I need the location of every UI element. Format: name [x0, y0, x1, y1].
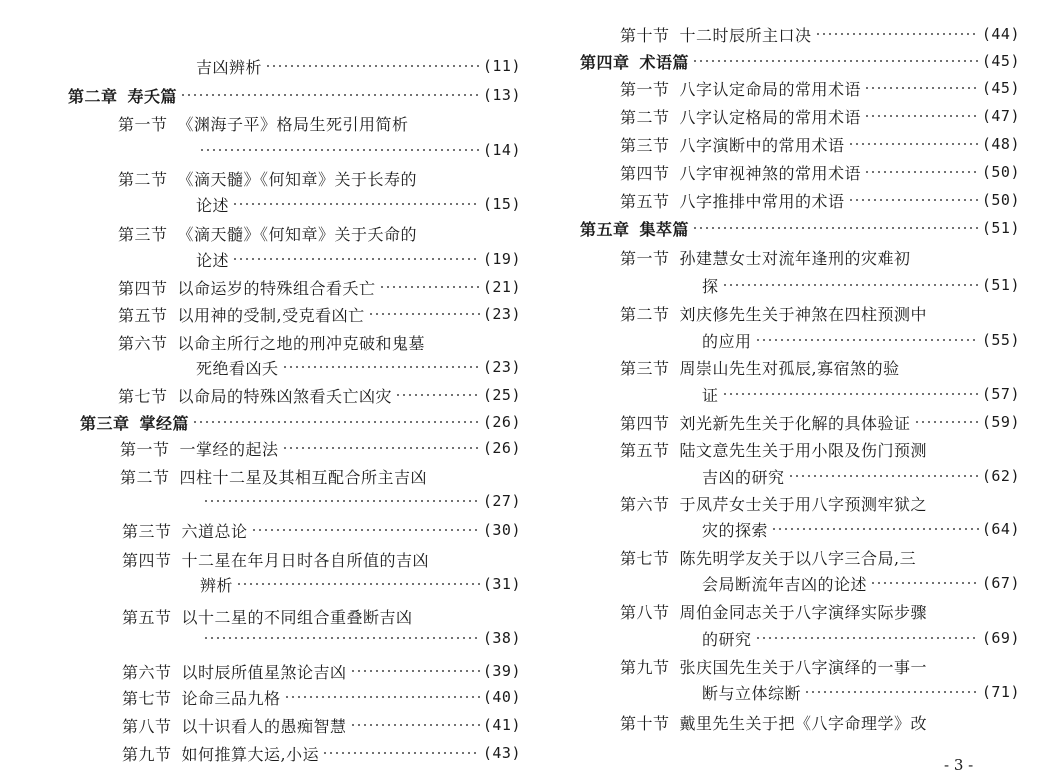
section-number: 第五节: [118, 305, 168, 325]
toc-entry-title: 以命运岁的特殊组合看夭亡: [177, 278, 376, 298]
dot-leader: [350, 670, 480, 672]
toc-entry-title: 周崇山先生对孤辰,寡宿煞的验: [679, 358, 900, 378]
dot-leader: [848, 199, 979, 201]
dot-leader: [284, 696, 480, 698]
toc-entry-continuation: [702, 515, 1020, 543]
dot-leader: [815, 33, 979, 35]
section-number: 第一节: [620, 248, 670, 268]
toc-entry-page: (62): [981, 467, 1020, 485]
toc-entry-title: 会局断流年吉凶的论述: [702, 574, 868, 594]
dot-leader: [692, 60, 979, 62]
toc-entry-title: 以命主所行之地的刑冲克破和鬼墓: [177, 333, 426, 353]
toc-entry-title: 证: [702, 385, 719, 405]
chapter-title: 掌经篇: [139, 413, 190, 433]
toc-entry-page: (27): [482, 492, 521, 510]
toc-entry: [620, 20, 1020, 48]
toc-entry-continuation: [196, 245, 521, 273]
toc-entry: [620, 408, 1020, 436]
toc-entry-page: (71): [981, 683, 1020, 701]
section-number: 第一节: [118, 114, 168, 134]
toc-entry-page: (21): [482, 278, 521, 296]
section-number: 第六节: [118, 333, 168, 353]
toc-entry-page: (26): [482, 439, 521, 457]
toc-entry-title: 六道总论: [181, 521, 248, 541]
toc-entry-title: 《滴天髓》《何知章》关于长寿的: [177, 169, 418, 189]
section-number: 第七节: [118, 386, 168, 406]
dot-leader: [864, 115, 979, 117]
dot-leader: [379, 286, 480, 288]
toc-entry: [620, 130, 1020, 158]
toc-entry: [620, 158, 1020, 186]
toc-chapter: [580, 214, 1020, 242]
toc-entry: [620, 597, 1020, 625]
toc-entry: [620, 708, 1020, 736]
toc-entry: [118, 164, 521, 192]
toc-entry-continuation: [702, 624, 1020, 652]
dot-leader: [722, 393, 979, 395]
toc-entry: [120, 462, 521, 490]
toc-entry-page: (11): [482, 57, 521, 75]
section-number: 第十节: [620, 713, 670, 733]
toc-entry-title: 以十二星的不同组合重叠断吉凶: [181, 607, 413, 627]
section-number: 第九节: [122, 744, 172, 764]
toc-entry-page: (57): [981, 385, 1020, 403]
toc-entry-title: 陈先明学友关于以八字三合局,三: [679, 548, 917, 568]
toc-entry-continuation: [200, 570, 521, 598]
toc-left-column: [60, 0, 522, 778]
toc-entry-title: 刘庆修先生关于神煞在四柱预测中: [679, 304, 928, 324]
toc-chapter: [580, 47, 1020, 75]
section-number: 第二节: [118, 169, 168, 189]
section-number: 第四节: [118, 278, 168, 298]
toc-entry: [118, 219, 521, 247]
toc-entry-title: 的研究: [702, 629, 752, 649]
toc-entry-title: 灾的探索: [702, 520, 769, 540]
toc-entry-title: 十二时辰所主口决: [679, 25, 812, 45]
dot-leader: [804, 691, 979, 693]
toc-entry-page: (38): [482, 629, 521, 647]
toc-entry: [122, 657, 521, 685]
section-number: 第五节: [620, 191, 670, 211]
dot-leader: [282, 447, 480, 449]
toc-entry: [620, 102, 1020, 130]
chapter-title: 集萃篇: [639, 219, 690, 239]
toc-entry-title: 的应用: [702, 331, 752, 351]
toc-entry: [122, 711, 521, 739]
dot-leader: [282, 366, 480, 368]
toc-entry: [120, 434, 521, 462]
chapter-number: 第二章: [68, 86, 118, 106]
toc-entry-title: 断与立体综断: [702, 683, 802, 703]
toc-entry-page: (48): [981, 135, 1020, 153]
section-number: 第十节: [620, 25, 670, 45]
section-number: 第八节: [122, 716, 172, 736]
toc-entry-page: (45): [981, 79, 1020, 97]
section-number: 第三节: [620, 358, 670, 378]
dot-leader: [232, 258, 480, 260]
toc-entry: [620, 489, 1020, 517]
toc-entry-page: (45): [981, 52, 1020, 70]
dot-leader: [251, 529, 480, 531]
toc-entry-page: (64): [981, 520, 1020, 538]
toc-entry: [620, 353, 1020, 381]
toc-entry-title: 探: [702, 276, 719, 296]
toc-entry-continuation: [200, 624, 521, 652]
chapter-number: 第四章: [580, 52, 630, 72]
page-number: - 3 -: [944, 756, 974, 774]
dot-leader: [350, 724, 480, 726]
toc-entry-title: 吉凶辨析: [196, 57, 263, 77]
dot-leader: [192, 421, 480, 423]
toc-entry-continuation: [702, 271, 1020, 299]
dot-leader: [322, 752, 480, 754]
toc-entry-continuation: [702, 678, 1020, 706]
toc-entry-title: 八字推排中常用的术语: [679, 191, 845, 211]
section-number: 第七节: [620, 548, 670, 568]
toc-entry-page: (43): [482, 744, 521, 762]
toc-entry-page: (41): [482, 716, 521, 734]
toc-entry-page: (47): [981, 107, 1020, 125]
toc-entry-title: 刘光新先生关于化解的具体验证: [679, 413, 911, 433]
toc-entry-page: (23): [482, 358, 521, 376]
toc-entry-title: 八字认定命局的常用术语: [679, 79, 862, 99]
section-number: 第二节: [620, 304, 670, 324]
toc-entry-page: (67): [981, 574, 1020, 592]
dot-leader: [722, 284, 979, 286]
toc-entry: [118, 328, 521, 356]
toc-entry-page: (14): [482, 141, 521, 159]
section-number: 第二节: [620, 107, 670, 127]
toc-entry: [620, 243, 1020, 271]
toc-entry-continuation: [196, 190, 521, 218]
section-number: 第八节: [620, 602, 670, 622]
toc-entry-title: 八字审视神煞的常用术语: [679, 163, 862, 183]
toc-entry-title: 四柱十二星及其相互配合所主吉凶: [179, 467, 428, 487]
toc-entry-page: (69): [981, 629, 1020, 647]
section-number: 第四节: [122, 550, 172, 570]
toc-right-column: [578, 0, 1022, 778]
toc-entry-title: 陆文意先生关于用小限及伤门预测: [679, 440, 928, 460]
toc-entry-continuation: [702, 462, 1020, 490]
toc-entry-title: 论命三品九格: [181, 688, 281, 708]
toc-entry: [620, 186, 1020, 214]
toc-entry: [122, 683, 521, 711]
dot-leader: [232, 203, 480, 205]
toc-entry-title: 《渊海子平》格局生死引用简析: [177, 114, 409, 134]
toc-entry: [196, 52, 521, 80]
section-number: 第六节: [122, 662, 172, 682]
toc-entry: [118, 109, 521, 137]
toc-entry-title: 《滴天髓》《何知章》关于夭命的: [177, 224, 418, 244]
section-number: 第三节: [118, 224, 168, 244]
toc-entry-continuation: [196, 353, 521, 381]
toc-entry-continuation: [200, 487, 521, 515]
section-number: 第一节: [620, 79, 670, 99]
toc-entry-page: (30): [482, 521, 521, 539]
toc-entry-continuation: [702, 569, 1020, 597]
chapter-title: 寿夭篇: [127, 86, 178, 106]
toc-entry: [620, 74, 1020, 102]
toc-entry-title: 辨析: [200, 575, 234, 595]
section-number: 第六节: [620, 494, 670, 514]
section-number: 第九节: [620, 657, 670, 677]
toc-entry-page: (25): [482, 386, 521, 404]
dot-leader: [755, 339, 979, 341]
section-number: 第三节: [122, 521, 172, 541]
chapter-number: 第五章: [580, 219, 630, 239]
toc-entry-page: (51): [981, 276, 1020, 294]
toc-entry-title: 十二星在年月日时各自所值的吉凶: [181, 550, 430, 570]
toc-entry-page: (55): [981, 331, 1020, 349]
toc-entry: [620, 652, 1020, 680]
dot-leader: [692, 227, 979, 229]
dot-leader: [788, 475, 979, 477]
toc-entry-title: 以用神的受制,受克看凶亡: [177, 305, 365, 325]
section-number: 第三节: [620, 135, 670, 155]
toc-entry-page: (19): [482, 250, 521, 268]
chapter-title: 术语篇: [639, 52, 690, 72]
dot-leader: [265, 65, 480, 67]
toc-entry-title: 论述: [196, 195, 230, 215]
section-number: 第四节: [620, 413, 670, 433]
toc-entry: [122, 739, 521, 767]
toc-entry: [620, 299, 1020, 327]
dot-leader: [203, 500, 480, 502]
dot-leader: [870, 582, 979, 584]
toc-entry-page: (23): [482, 305, 521, 323]
toc-entry: [118, 381, 521, 409]
toc-entry-title: 八字认定格局的常用术语: [679, 107, 862, 127]
toc-entry-title: 孙建慧女士对流年逢刑的灾难初: [679, 248, 911, 268]
toc-entry: [118, 273, 521, 301]
toc-entry-continuation: [702, 326, 1020, 354]
section-number: 第五节: [620, 440, 670, 460]
toc-chapter: [68, 81, 521, 109]
toc-entry-page: (39): [482, 662, 521, 680]
toc-entry-title: 论述: [196, 250, 230, 270]
toc-entry-title: 以命局的特殊凶煞看夭亡凶灾: [177, 386, 393, 406]
toc-entry-page: (13): [482, 86, 521, 104]
toc-entry-continuation: [702, 380, 1020, 408]
toc-entry: [620, 435, 1020, 463]
toc-entry: [620, 543, 1020, 571]
toc-entry-page: (40): [482, 688, 521, 706]
toc-entry-title: 以十识看人的愚痴智慧: [181, 716, 347, 736]
dot-leader: [771, 528, 979, 530]
toc-entry: [122, 545, 521, 573]
toc-entry-page: (15): [482, 195, 521, 213]
dot-leader: [368, 313, 480, 315]
dot-leader: [395, 394, 480, 396]
dot-leader: [755, 637, 979, 639]
toc-entry-page: (44): [981, 25, 1020, 43]
toc-entry-page: (50): [981, 191, 1020, 209]
toc-entry-page: (26): [482, 413, 521, 431]
dot-leader: [236, 583, 480, 585]
toc-entry-page: (31): [482, 575, 521, 593]
dot-leader: [914, 421, 979, 423]
toc-chapter: [80, 408, 521, 436]
toc-entry: [118, 300, 521, 328]
dot-leader: [203, 637, 480, 639]
section-number: 第二节: [120, 467, 170, 487]
toc-entry-title: 以时辰所值星煞论吉凶: [181, 662, 347, 682]
dot-leader: [864, 87, 979, 89]
section-number: 第四节: [620, 163, 670, 183]
toc-entry-title: 八字演断中的常用术语: [679, 135, 845, 155]
chapter-number: 第三章: [80, 413, 130, 433]
dot-leader: [864, 171, 979, 173]
section-number: 第五节: [122, 607, 172, 627]
toc-entry-title: 于凤芹女士关于用八字预测牢狱之: [679, 494, 928, 514]
toc-entry-title: 张庆国先生关于八字演绎的一事一: [679, 657, 928, 677]
toc-entry-title: 吉凶的研究: [702, 467, 785, 487]
section-number: 第七节: [122, 688, 172, 708]
dot-leader: [180, 94, 480, 96]
toc-entry-title: 一掌经的起法: [179, 439, 279, 459]
toc-entry-continuation: [196, 136, 521, 164]
dot-leader: [199, 149, 480, 151]
dot-leader: [848, 143, 979, 145]
toc-entry: [122, 516, 521, 544]
toc-entry-page: (50): [981, 163, 1020, 181]
toc-entry-title: 如何推算大运,小运: [181, 744, 320, 764]
toc-entry-title: 死绝看凶夭: [196, 358, 279, 378]
toc-entry-page: (59): [981, 413, 1020, 431]
toc-entry-title: 戴里先生关于把《八字命理学》改: [679, 713, 928, 733]
toc-entry-title: 周伯金同志关于八字演绎实际步骤: [679, 602, 928, 622]
toc-entry-page: (51): [981, 219, 1020, 237]
section-number: 第一节: [120, 439, 170, 459]
